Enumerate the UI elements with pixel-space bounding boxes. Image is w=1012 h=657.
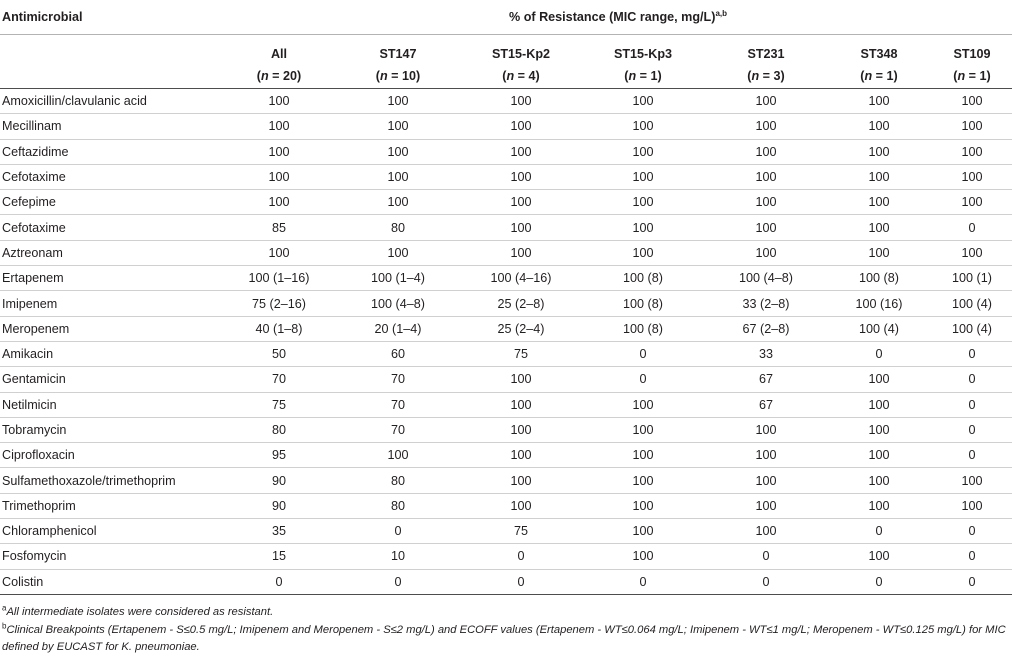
table-body bbox=[0, 89, 1012, 595]
resistance-value: 70 bbox=[334, 367, 462, 392]
antimicrobial-name: Fosfomycin bbox=[0, 544, 224, 569]
resistance-value: 0 bbox=[932, 215, 1012, 240]
resistance-value: 100 bbox=[826, 139, 932, 164]
resistance-value: 100 bbox=[224, 89, 334, 114]
resistance-value: 100 bbox=[706, 164, 826, 189]
resistance-value: 100 bbox=[462, 417, 580, 442]
table-row bbox=[0, 569, 1012, 594]
antimicrobial-name: Colistin bbox=[0, 569, 224, 594]
resistance-value: 100 bbox=[706, 190, 826, 215]
resistance-value: 100 bbox=[580, 544, 706, 569]
resistance-value: 100 bbox=[826, 89, 932, 114]
resistance-value: 100 bbox=[826, 443, 932, 468]
resistance-value: 0 bbox=[932, 544, 1012, 569]
resistance-value: 100 bbox=[334, 89, 462, 114]
resistance-value: 80 bbox=[334, 493, 462, 518]
antimicrobial-column-header: Antimicrobial bbox=[0, 0, 224, 35]
resistance-value: 25 (2–8) bbox=[462, 291, 580, 316]
group-header-text: % of Resistance (MIC range, mg/L) bbox=[509, 10, 716, 24]
table-row bbox=[0, 341, 1012, 366]
column-header-st147: ST147 bbox=[379, 47, 417, 61]
resistance-value: 50 bbox=[224, 341, 334, 366]
antimicrobial-name: Ertapenem bbox=[0, 266, 224, 291]
resistance-value: 0 bbox=[580, 367, 706, 392]
resistance-value: 100 bbox=[706, 215, 826, 240]
resistance-value: 100 bbox=[580, 392, 706, 417]
resistance-value: 100 bbox=[462, 139, 580, 164]
resistance-value: 67 (2–8) bbox=[706, 316, 826, 341]
resistance-value: 100 bbox=[826, 367, 932, 392]
open-paren: ( bbox=[953, 68, 958, 83]
resistance-value: 100 bbox=[580, 89, 706, 114]
column-header-st15-kp2: ST15-Kp2 bbox=[491, 47, 551, 61]
n-label: n bbox=[957, 68, 966, 83]
column-sample-size bbox=[580, 63, 706, 89]
resistance-value: 0 bbox=[932, 367, 1012, 392]
antimicrobial-name: Amikacin bbox=[0, 341, 224, 366]
resistance-value: 70 bbox=[334, 392, 462, 417]
column-sample-size bbox=[462, 63, 580, 89]
resistance-value: 0 bbox=[706, 544, 826, 569]
open-paren: ( bbox=[747, 68, 752, 83]
resistance-value: 0 bbox=[334, 569, 462, 594]
n-label: n bbox=[864, 68, 873, 83]
resistance-value: 100 bbox=[706, 139, 826, 164]
table-row bbox=[0, 114, 1012, 139]
table-row bbox=[0, 164, 1012, 189]
table-row bbox=[0, 417, 1012, 442]
resistance-value: 0 bbox=[462, 569, 580, 594]
resistance-value: 0 bbox=[932, 443, 1012, 468]
footnote-a-text: All intermediate isolates were considered as resistant. bbox=[6, 606, 274, 618]
resistance-value: 0 bbox=[932, 392, 1012, 417]
column-header-st348: ST348 bbox=[860, 47, 898, 61]
resistance-value: 0 bbox=[462, 544, 580, 569]
antimicrobial-name: Cefotaxime bbox=[0, 215, 224, 240]
resistance-value: 100 bbox=[224, 114, 334, 139]
table-row bbox=[0, 89, 1012, 114]
resistance-value: 100 bbox=[706, 493, 826, 518]
resistance-value: 80 bbox=[334, 468, 462, 493]
resistance-value: 100 bbox=[580, 164, 706, 189]
antimicrobial-name: Meropenem bbox=[0, 316, 224, 341]
resistance-value: 100 bbox=[334, 443, 462, 468]
resistance-value: 0 bbox=[932, 569, 1012, 594]
empty-header-cell bbox=[0, 63, 224, 89]
table-row bbox=[0, 190, 1012, 215]
footnote-b-text: Clinical Breakpoints (Ertapenem - S≤0.5 mg/L; Imipenem and Meropenem - S≤2 mg/L) and ECOFF values (Ertapenem - WT≤0.064 mg/L; Imipenem - WT≤1 mg/L; Meropenem - WT≤0.125 mg/L) for MIC defined by EUCAST for K. pneumoniae. bbox=[2, 623, 1006, 653]
resistance-value: 100 bbox=[580, 443, 706, 468]
empty-header-cell bbox=[0, 35, 224, 64]
resistance-value: 0 bbox=[932, 417, 1012, 442]
resistance-value: 70 bbox=[224, 367, 334, 392]
resistance-value: 70 bbox=[334, 417, 462, 442]
resistance-value: 100 bbox=[932, 139, 1012, 164]
resistance-value: 100 bbox=[706, 89, 826, 114]
resistance-value: 0 bbox=[932, 519, 1012, 544]
resistance-value: 100 bbox=[462, 240, 580, 265]
resistance-value: 100 bbox=[580, 215, 706, 240]
n-value: = 20) bbox=[268, 68, 302, 83]
resistance-value: 100 bbox=[580, 114, 706, 139]
resistance-value: 100 bbox=[706, 240, 826, 265]
resistance-value: 100 bbox=[826, 392, 932, 417]
resistance-value: 35 bbox=[224, 519, 334, 544]
resistance-value: 100 bbox=[826, 544, 932, 569]
table-row bbox=[0, 316, 1012, 341]
resistance-value: 60 bbox=[334, 341, 462, 366]
resistance-value: 100 bbox=[826, 114, 932, 139]
n-label: n bbox=[260, 68, 269, 83]
resistance-value: 20 (1–4) bbox=[334, 316, 462, 341]
resistance-value: 100 bbox=[462, 114, 580, 139]
antimicrobial-name: Cefotaxime bbox=[0, 164, 224, 189]
resistance-value: 100 bbox=[334, 114, 462, 139]
resistance-value: 100 (8) bbox=[580, 316, 706, 341]
resistance-value: 100 bbox=[580, 139, 706, 164]
table-row bbox=[0, 519, 1012, 544]
resistance-value: 100 bbox=[706, 443, 826, 468]
resistance-value: 25 (2–4) bbox=[462, 316, 580, 341]
resistance-value: 0 bbox=[334, 519, 462, 544]
resistance-value: 100 bbox=[462, 493, 580, 518]
antimicrobial-name: Cefepime bbox=[0, 190, 224, 215]
resistance-value: 100 bbox=[826, 468, 932, 493]
resistance-value: 0 bbox=[932, 341, 1012, 366]
resistance-value: 0 bbox=[580, 341, 706, 366]
resistance-value: 100 bbox=[334, 139, 462, 164]
resistance-value: 75 bbox=[224, 392, 334, 417]
resistance-value: 100 (4) bbox=[826, 316, 932, 341]
column-sample-size bbox=[334, 63, 462, 89]
table-row bbox=[0, 544, 1012, 569]
table-row bbox=[0, 291, 1012, 316]
table-row bbox=[0, 240, 1012, 265]
resistance-value: 100 bbox=[932, 240, 1012, 265]
n-value: = 3) bbox=[759, 68, 785, 83]
resistance-value: 0 bbox=[826, 341, 932, 366]
resistance-value: 100 (1) bbox=[932, 266, 1012, 291]
resistance-value: 0 bbox=[224, 569, 334, 594]
resistance-value: 67 bbox=[706, 392, 826, 417]
table-row bbox=[0, 215, 1012, 240]
table-row bbox=[0, 266, 1012, 291]
resistance-value: 100 (8) bbox=[826, 266, 932, 291]
resistance-value: 85 bbox=[224, 215, 334, 240]
resistance-value: 100 bbox=[580, 468, 706, 493]
resistance-value: 100 (4–16) bbox=[462, 266, 580, 291]
resistance-value: 100 (4–8) bbox=[334, 291, 462, 316]
resistance-value: 100 bbox=[826, 164, 932, 189]
resistance-value: 0 bbox=[580, 569, 706, 594]
resistance-value: 100 bbox=[932, 114, 1012, 139]
resistance-value: 95 bbox=[224, 443, 334, 468]
antimicrobial-name: Aztreonam bbox=[0, 240, 224, 265]
resistance-value: 100 bbox=[580, 493, 706, 518]
resistance-value: 100 bbox=[580, 240, 706, 265]
resistance-value: 100 bbox=[462, 215, 580, 240]
resistance-value: 90 bbox=[224, 468, 334, 493]
resistance-value: 33 bbox=[706, 341, 826, 366]
resistance-value: 100 bbox=[932, 89, 1012, 114]
resistance-value: 100 bbox=[462, 190, 580, 215]
resistance-value: 100 bbox=[224, 240, 334, 265]
resistance-value: 100 bbox=[580, 519, 706, 544]
resistance-value: 33 (2–8) bbox=[706, 291, 826, 316]
resistance-value: 100 (4–8) bbox=[706, 266, 826, 291]
resistance-value: 100 bbox=[932, 493, 1012, 518]
resistance-value: 100 bbox=[932, 164, 1012, 189]
resistance-value: 100 bbox=[932, 468, 1012, 493]
n-label: n bbox=[751, 68, 760, 83]
resistance-value: 100 bbox=[826, 240, 932, 265]
open-paren: ( bbox=[624, 68, 629, 83]
antimicrobial-name: Chloramphenicol bbox=[0, 519, 224, 544]
column-header-all: All bbox=[270, 47, 288, 61]
resistance-value: 0 bbox=[706, 569, 826, 594]
resistance-value: 0 bbox=[826, 569, 932, 594]
column-sample-size bbox=[706, 63, 826, 89]
resistance-value: 100 bbox=[826, 190, 932, 215]
n-label: n bbox=[379, 68, 388, 83]
resistance-value: 100 bbox=[932, 190, 1012, 215]
n-value: = 1) bbox=[965, 68, 991, 83]
resistance-value: 100 bbox=[224, 164, 334, 189]
column-sample-size bbox=[224, 63, 334, 89]
resistance-value: 100 bbox=[224, 139, 334, 164]
resistance-value: 80 bbox=[224, 417, 334, 442]
n-label: n bbox=[628, 68, 637, 83]
antimicrobial-name: Amoxicillin/clavulanic acid bbox=[0, 89, 224, 114]
resistance-value: 100 bbox=[826, 493, 932, 518]
resistance-value: 100 bbox=[224, 190, 334, 215]
resistance-value: 100 bbox=[462, 392, 580, 417]
resistance-value: 100 bbox=[334, 240, 462, 265]
resistance-value: 100 bbox=[334, 164, 462, 189]
table-row bbox=[0, 139, 1012, 164]
table-row bbox=[0, 493, 1012, 518]
resistance-value: 80 bbox=[334, 215, 462, 240]
table-footnotes bbox=[2, 604, 1010, 657]
table-row bbox=[0, 367, 1012, 392]
resistance-value: 100 bbox=[462, 468, 580, 493]
resistance-value: 67 bbox=[706, 367, 826, 392]
resistance-value: 100 bbox=[826, 417, 932, 442]
resistance-value: 100 (1–16) bbox=[224, 266, 334, 291]
n-value: = 1) bbox=[872, 68, 898, 83]
resistance-value: 100 bbox=[706, 519, 826, 544]
open-paren: ( bbox=[256, 68, 261, 83]
antimicrobial-name: Imipenem bbox=[0, 291, 224, 316]
resistance-value: 100 bbox=[334, 190, 462, 215]
resistance-value: 100 bbox=[706, 114, 826, 139]
n-value: = 10) bbox=[387, 68, 421, 83]
open-paren: ( bbox=[860, 68, 865, 83]
footnote-a bbox=[2, 604, 1010, 622]
resistance-value: 100 (8) bbox=[580, 291, 706, 316]
resistance-group-header bbox=[224, 0, 1012, 35]
antimicrobial-name: Trimethoprim bbox=[0, 493, 224, 518]
resistance-value: 100 bbox=[706, 417, 826, 442]
resistance-value: 100 bbox=[462, 89, 580, 114]
antimicrobial-name: Tobramycin bbox=[0, 417, 224, 442]
antimicrobial-name: Mecillinam bbox=[0, 114, 224, 139]
n-value: = 4) bbox=[514, 68, 540, 83]
header-row-group bbox=[0, 0, 1012, 35]
antimicrobial-name: Gentamicin bbox=[0, 367, 224, 392]
table-row bbox=[0, 468, 1012, 493]
resistance-value: 100 (4) bbox=[932, 316, 1012, 341]
resistance-value: 15 bbox=[224, 544, 334, 569]
footnote-a-mark: a bbox=[2, 603, 7, 613]
antimicrobial-name: Ceftazidime bbox=[0, 139, 224, 164]
resistance-value: 100 (8) bbox=[580, 266, 706, 291]
open-paren: ( bbox=[502, 68, 507, 83]
resistance-value: 100 (16) bbox=[826, 291, 932, 316]
n-value: = 1) bbox=[636, 68, 662, 83]
resistance-value: 0 bbox=[826, 519, 932, 544]
resistance-value: 40 (1–8) bbox=[224, 316, 334, 341]
n-label: n bbox=[506, 68, 515, 83]
resistance-value: 100 (4) bbox=[932, 291, 1012, 316]
open-paren: ( bbox=[375, 68, 380, 83]
resistance-value: 100 bbox=[462, 367, 580, 392]
resistance-value: 100 bbox=[826, 215, 932, 240]
resistance-value: 75 bbox=[462, 341, 580, 366]
resistance-value: 100 bbox=[580, 417, 706, 442]
resistance-value: 100 bbox=[462, 443, 580, 468]
column-header-st109: ST109 bbox=[953, 47, 991, 61]
footnote-b bbox=[2, 622, 1010, 657]
resistance-value: 100 (1–4) bbox=[334, 266, 462, 291]
resistance-value: 10 bbox=[334, 544, 462, 569]
resistance-value: 90 bbox=[224, 493, 334, 518]
column-sample-size bbox=[932, 63, 1012, 89]
antimicrobial-name: Netilmicin bbox=[0, 392, 224, 417]
resistance-value: 100 bbox=[706, 468, 826, 493]
group-header-superscript: a,b bbox=[715, 8, 727, 18]
footnote-b-mark: b bbox=[2, 620, 7, 630]
resistance-value: 100 bbox=[580, 190, 706, 215]
antimicrobial-name: Ciprofloxacin bbox=[0, 443, 224, 468]
resistance-value: 75 bbox=[462, 519, 580, 544]
header-row-sample-sizes bbox=[0, 63, 1012, 89]
antimicrobial-name: Sulfamethoxazole/trimethoprim bbox=[0, 468, 224, 493]
resistance-value: 75 (2–16) bbox=[224, 291, 334, 316]
resistance-value: 100 bbox=[462, 164, 580, 189]
table-row bbox=[0, 392, 1012, 417]
column-header-st231: ST231 bbox=[747, 47, 785, 61]
column-sample-size bbox=[826, 63, 932, 89]
column-header-st15-kp3: ST15-Kp3 bbox=[613, 47, 673, 61]
header-row-columns bbox=[0, 35, 1012, 64]
table-row bbox=[0, 443, 1012, 468]
